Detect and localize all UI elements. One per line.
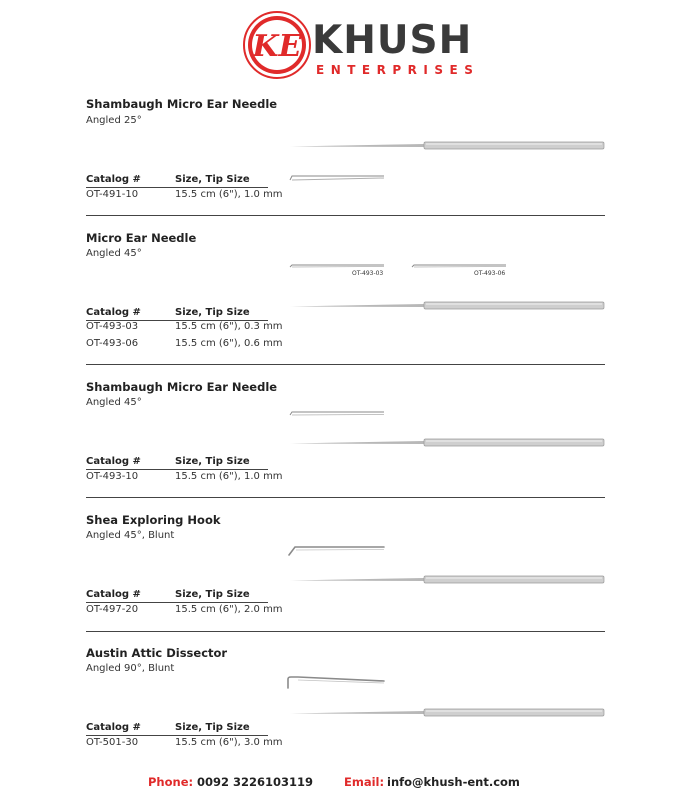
phone-label: Phone: xyxy=(148,775,194,789)
instrument-tip-image xyxy=(288,262,388,270)
catalog-header: Catalog # xyxy=(86,722,141,733)
product-title: Austin Attic Dissector xyxy=(86,646,228,660)
brand-badge-icon xyxy=(242,10,312,80)
instrument-image xyxy=(288,137,606,153)
instrument-tip-image xyxy=(410,262,510,270)
brand-subtitle: ENTERPRISES xyxy=(316,63,480,77)
brand-logo xyxy=(242,10,480,80)
product-title: Micro Ear Needle xyxy=(86,231,197,245)
instrument-tip-image xyxy=(284,673,388,691)
product-subtitle: Angled 45° xyxy=(86,248,142,259)
catalog-number: OT-491-10 xyxy=(86,189,139,200)
email-link[interactable]: info@khush-ent.com xyxy=(387,775,520,789)
footer-contact xyxy=(0,775,689,793)
tip-label: OT-493-03 xyxy=(352,270,384,277)
catalog-header: Catalog # xyxy=(86,307,141,318)
header-rule xyxy=(86,602,268,603)
instrument-image xyxy=(288,297,606,313)
brand-badge-text: KE xyxy=(252,29,302,64)
catalog-header: Catalog # xyxy=(86,589,141,600)
header-rule xyxy=(86,187,268,188)
catalog-number: OT-497-20 xyxy=(86,604,139,615)
size-value: 15.5 cm (6"), 2.0 mm xyxy=(175,604,283,615)
section-divider xyxy=(86,497,605,498)
instrument-tip-image xyxy=(288,408,388,418)
catalog-header: Catalog # xyxy=(86,174,141,185)
instrument-tip-image xyxy=(288,172,388,184)
product-subtitle: Angled 45° xyxy=(86,397,142,408)
product-subtitle: Angled 25° xyxy=(86,115,142,126)
size-header: Size, Tip Size xyxy=(175,307,250,318)
product-title: Shambaugh Micro Ear Needle xyxy=(86,97,278,111)
size-value: 15.5 cm (6"), 1.0 mm xyxy=(175,471,283,482)
catalog-number: OT-493-10 xyxy=(86,471,139,482)
product-subtitle: Angled 90°, Blunt xyxy=(86,663,175,674)
size-header: Size, Tip Size xyxy=(175,174,250,185)
header-rule xyxy=(86,735,268,736)
brand-name: KHUSH xyxy=(312,18,473,63)
catalog-number: OT-493-03 xyxy=(86,321,139,332)
catalog-number: OT-501-30 xyxy=(86,737,139,748)
catalog-header: Catalog # xyxy=(86,456,141,467)
size-header: Size, Tip Size xyxy=(175,722,250,733)
instrument-image xyxy=(288,571,606,587)
product-title: Shambaugh Micro Ear Needle xyxy=(86,380,278,394)
size-value: 15.5 cm (6"), 3.0 mm xyxy=(175,737,283,748)
size-value: 15.5 cm (6"), 0.6 mm xyxy=(175,338,283,349)
instrument-image xyxy=(288,704,606,720)
instrument-image xyxy=(288,434,606,450)
section-divider xyxy=(86,631,605,632)
size-header: Size, Tip Size xyxy=(175,456,250,467)
tip-label: OT-493-06 xyxy=(474,270,506,277)
size-header: Size, Tip Size xyxy=(175,589,250,600)
size-value: 15.5 cm (6"), 1.0 mm xyxy=(175,189,283,200)
catalog-number: OT-493-06 xyxy=(86,338,139,349)
section-divider xyxy=(86,364,605,365)
header-rule xyxy=(86,469,268,470)
product-subtitle: Angled 45°, Blunt xyxy=(86,530,175,541)
instrument-tip-image xyxy=(286,542,388,558)
section-divider xyxy=(86,215,605,216)
product-title: Shea Exploring Hook xyxy=(86,513,221,527)
email-label: Email: xyxy=(344,775,385,789)
size-value: 15.5 cm (6"), 0.3 mm xyxy=(175,321,283,332)
phone-number: 0092 3226103119 xyxy=(197,775,314,789)
